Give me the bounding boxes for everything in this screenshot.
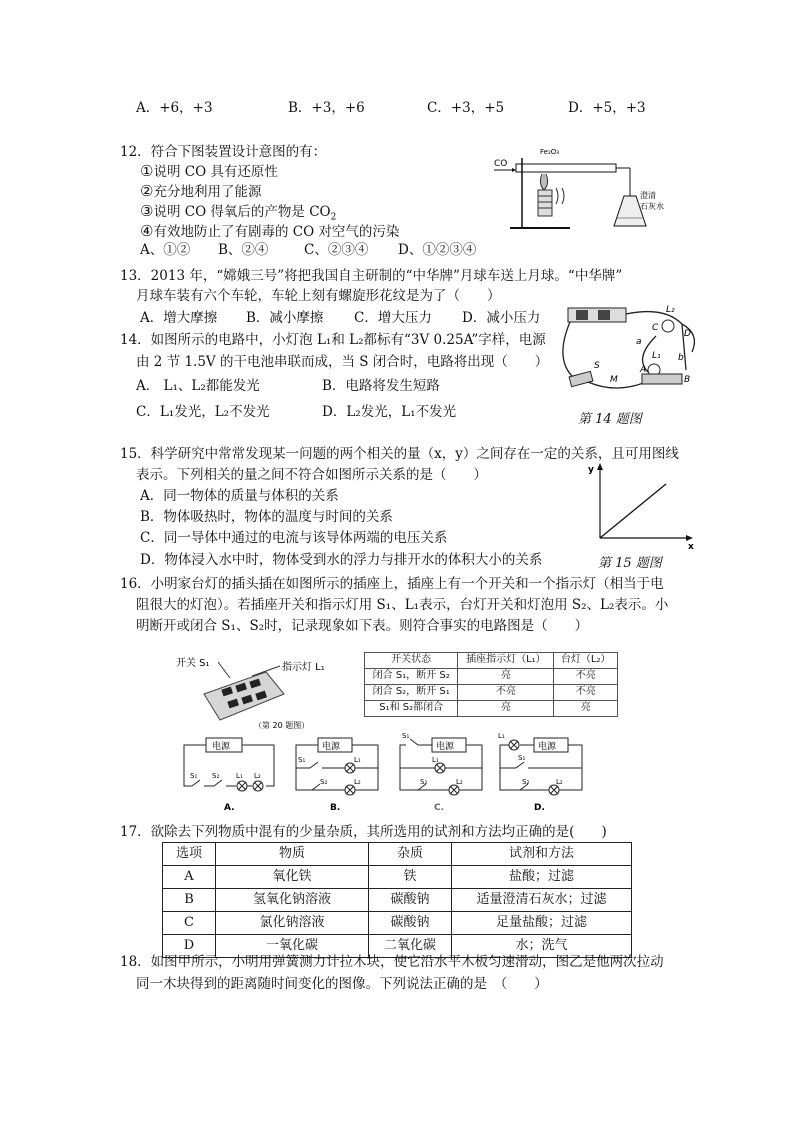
m-label: M: [610, 375, 618, 385]
q12-apparatus-figure: [490, 138, 680, 232]
q15-option-a: A．同一物体的质量与体积的关系: [140, 488, 339, 504]
a-wire-label: a: [636, 337, 642, 347]
q13-line-2: 月球车装有六个车轮，车轮上刻有螺旋形花纹是为了（ ）: [136, 288, 501, 304]
circuit-d-label: D.: [534, 803, 545, 813]
power-label: 电源: [538, 742, 557, 752]
a-label: A: [640, 365, 647, 375]
q12-item-3: ③说明 CO 得氧后的产物是 $CO_2$: [140, 202, 337, 223]
limewater-label-1: 澄清: [640, 191, 656, 200]
q14-line-2: 由 2 节 1.5V 的干电池串联而成，当 S 闭合时，电路将出现（ ）: [136, 354, 549, 370]
circuit-a-label: A.: [224, 803, 235, 813]
q15-caption: 第 15 题图: [598, 556, 662, 571]
q13-option-b: B．减小摩擦: [246, 310, 324, 326]
table-row: C 氯化钠溶液 碳酸钠 足量盐酸；过滤: [163, 912, 632, 935]
q16-circuit-c: [394, 730, 488, 814]
q11-option-d: D．+5，+3: [568, 100, 646, 116]
q15-option-c: C．同一导体中通过的电流与该导体两端的电压关系: [140, 530, 448, 546]
svg-text:L₂: L₂: [254, 772, 261, 780]
q12-choice-c: C、②③④: [304, 242, 369, 258]
l2-label: L₂: [666, 305, 675, 315]
q13-option-a: A．增大摩擦: [140, 310, 218, 326]
table-row: D 一氧化碳 二氧化碳 水；洗气: [163, 935, 632, 958]
co-label: CO: [494, 159, 508, 169]
q12-choice-b: B、②④: [218, 242, 269, 258]
switch-s1-label: 开关 S₁: [176, 658, 210, 669]
q14-option-b: B．电路将发生短路: [322, 378, 440, 394]
q16-circuit-a: [180, 734, 280, 814]
q15-line-2: 表示。下列相关的量之间不符合如图所示关系的是（ ）: [136, 467, 487, 483]
svg-text:L₁: L₁: [236, 772, 243, 780]
q11-option-c: C．+3，+5: [427, 100, 505, 116]
svg-text:L₂: L₂: [556, 778, 563, 786]
l1-label: L₁: [652, 351, 661, 361]
q14-line-1: 14．如图所示的电路中，小灯泡 L₁和 L₂都标有“3V 0.25A”字样，电源: [120, 332, 546, 348]
q12-item-4: ④有效地防止了有剧毒的 CO 对空气的污染: [140, 222, 400, 240]
x-axis-label: x: [688, 542, 694, 550]
table-header: 物质: [216, 843, 369, 866]
q12-item-1: ①说明 CO 具有还原性: [140, 162, 278, 180]
q16-line-1: 16．小明家台灯的插头插在如图所示的插座上，插座上有一个开关和一个指示灯（相当于电: [120, 576, 664, 592]
y-axis-label: y: [588, 465, 594, 475]
svg-text:L₂: L₂: [354, 778, 361, 786]
svg-text:S₂: S₂: [320, 778, 328, 786]
svg-text:L₁: L₁: [498, 732, 505, 740]
c-label: C: [652, 323, 659, 333]
q13-option-d: D．减小压力: [462, 310, 541, 326]
svg-text:S₁: S₁: [298, 756, 306, 764]
proportional-line: [600, 484, 666, 538]
switch-table-header: 插座指示灯（L₁）: [458, 653, 554, 669]
power-label: 电源: [436, 742, 455, 752]
oxide-label: Fe₂O₃: [540, 148, 560, 156]
q14-circuit-figure: [554, 300, 714, 402]
q12-stem: 12．符合下图装置设计意图的有：: [120, 144, 327, 160]
svg-text:S₂: S₂: [212, 772, 220, 780]
table-row: A 氧化铁 铁 盐酸；过滤: [163, 866, 632, 889]
limewater-label-2: 石灰水: [640, 202, 664, 211]
table-header: 试剂和方法: [452, 843, 632, 866]
q12-choice-a: A、①②: [140, 242, 191, 258]
b-wire-label: b: [678, 353, 684, 363]
q16-line-2: 阻很大的灯泡）。若插座开关和指示灯用 S₁、L₁表示，台灯开关和灯泡用 S₂、L₂表示。小: [136, 597, 669, 613]
q12-choice-d: D、①②③④: [398, 242, 477, 258]
q17-table: [162, 842, 632, 958]
q14-option-a: A． L₁、L₂都能发光: [136, 378, 260, 394]
svg-text:S₁: S₁: [518, 754, 526, 762]
q15-line-1: 15．科学研究中常常发现某一问题的两个相关的量（x，y）之间存在一定的关系，且可用图线: [120, 446, 679, 462]
q17-stem: 17．欲除去下列物质中混有的少量杂质，其所选用的试剂和方法均正确的是( ): [120, 824, 607, 840]
q16-switch-table: [364, 652, 618, 717]
circuit-b-label: B.: [330, 803, 341, 813]
q16-circuit-b: [290, 734, 384, 814]
q16-socket-figure: [170, 650, 360, 730]
svg-text:S₁: S₁: [190, 772, 198, 780]
svg-text:L₁: L₁: [432, 756, 439, 764]
svg-text:S₁: S₁: [402, 732, 410, 740]
table-row: 闭合 S₁，断开 S₂ 亮 不亮: [365, 669, 618, 685]
q11-option-b: B．+3，+6: [288, 100, 365, 116]
q11-option-a: A．+6，+3: [136, 100, 213, 116]
q18-line-1: 18．如图甲所示，小明用弹簧测力计拉木块，使它沿水平木板匀速滑动，图乙是他两次拉动: [120, 954, 664, 970]
d-label: D: [684, 329, 691, 339]
switch-table-header: 台灯（L₂）: [554, 653, 618, 669]
indicator-l1-label: 指示灯 L₁: [282, 662, 325, 673]
q14-option-c: C．L₁发光，L₂不发光: [136, 404, 270, 420]
q16-line-3: 明断开或闭合 S₁、S₂时，记录现象如下表。则符合事实的电路图是（ ）: [136, 618, 589, 634]
svg-text:L₂: L₂: [456, 778, 463, 786]
table-row: S₁和 S₂都闭合 亮 亮: [365, 701, 618, 717]
q14-caption: 第 14 题图: [578, 412, 642, 427]
svg-text:S₂: S₂: [522, 778, 530, 786]
table-row: 闭合 S₂，断开 S₁ 不亮 不亮: [365, 685, 618, 701]
table-header: 杂质: [369, 843, 452, 866]
q15-option-d: D．物体浸入水中时，物体受到水的浮力与排开水的体积大小的关系: [140, 552, 543, 568]
q13-line-1: 13．2013 年，“嫦娥三号”将把我国自主研制的“中华牌”月球车送上月球。“中华牌”: [120, 268, 623, 284]
q15-option-b: B．物体吸热时，物体的温度与时间的关系: [140, 509, 393, 525]
q15-graph: [586, 460, 696, 550]
q16-circuit-d: [494, 730, 588, 814]
q14-option-d: D．L₂发光，L₁不发光: [322, 404, 457, 420]
q18-line-2: 同一木块得到的距离随时间变化的图像。下列说法正确的是 （ ）: [136, 976, 548, 992]
power-label: 电源: [212, 742, 231, 752]
power-label: 电源: [322, 742, 341, 752]
s-label: S: [594, 361, 600, 371]
table-row: B 氢氧化钠溶液 碳酸钠 适量澄清石灰水；过滤: [163, 889, 632, 912]
svg-text:S₂: S₂: [420, 778, 428, 786]
circuit-c-label: C.: [434, 803, 445, 813]
socket-figure-caption: （第 20 题图）: [254, 721, 310, 730]
q13-option-c: C．增大压力: [354, 310, 432, 326]
q12-item-2: ②充分地利用了能源: [140, 182, 262, 200]
b-label: B: [684, 375, 691, 385]
svg-text:L₁: L₁: [354, 756, 361, 764]
switch-table-header: 开关状态: [365, 653, 458, 669]
table-header: 选项: [163, 843, 216, 866]
